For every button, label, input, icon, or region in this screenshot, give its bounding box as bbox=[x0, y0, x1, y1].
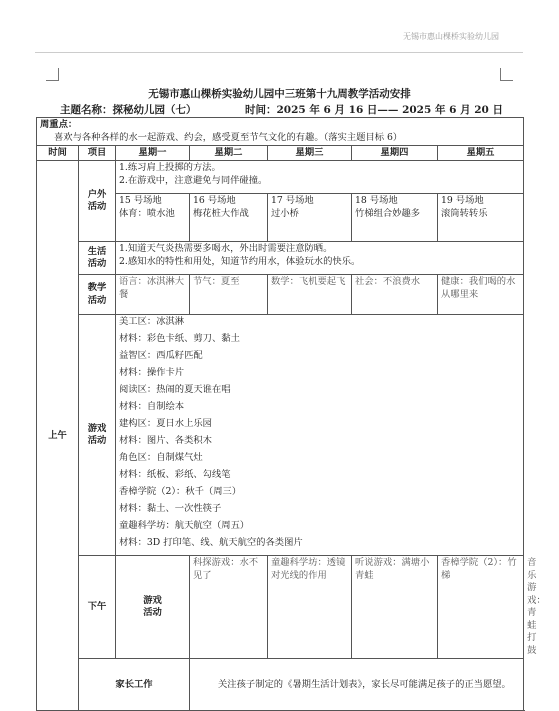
margin-mark-left bbox=[46, 68, 59, 81]
col-time: 时间 bbox=[37, 146, 79, 161]
life-row bbox=[37, 242, 524, 275]
game-line: 角色区：自制煤气灶 bbox=[119, 452, 203, 464]
teach-label bbox=[79, 275, 116, 315]
game-line: 阅读区：热闹的夏天谁在唱 bbox=[119, 384, 231, 396]
game-line: 材料：3D 打印笔、线、航天航空的各类图片 bbox=[119, 537, 303, 549]
afternoon-row: 下午 游戏活动 科探游戏：水不见了 童趣科学坊：透镜对光线的作用 听说游戏：满塘小青蛙 香樟学院（2）：竹梯 音乐游戏：青蛙打鼓 bbox=[37, 556, 524, 659]
game-line: 建构区：夏日水上乐园 bbox=[119, 418, 212, 430]
outdoor-fri bbox=[438, 194, 524, 242]
outdoor-note: 2.在游戏中，注意避免与同伴碰撞。 bbox=[119, 174, 268, 186]
life-notes bbox=[116, 242, 524, 275]
outdoor-activity: 梅花桩大作战 bbox=[193, 207, 249, 219]
week-focus-cell bbox=[37, 118, 524, 146]
parent-row bbox=[37, 659, 524, 711]
date-range: 时间：2025 年 6 月 16 日—— 2025 年 6 月 20 日 bbox=[245, 104, 503, 116]
header-divider bbox=[35, 52, 523, 53]
col-thu: 星期四 bbox=[352, 146, 438, 161]
teach-thu: 社会：不浪费水 bbox=[352, 275, 438, 315]
outdoor-activity: 体育：喷水池 bbox=[119, 207, 175, 219]
outdoor-mon bbox=[116, 194, 190, 242]
document-title: 无锡市惠山棵桥实验幼儿园中三班第十九周教学活动安排 bbox=[148, 88, 411, 100]
field-number: 16 号场地 bbox=[193, 195, 236, 207]
field-number: 17 号场地 bbox=[271, 195, 314, 207]
outdoor-notes-row bbox=[37, 161, 524, 194]
theme-name: 主题名称：探秘幼儿园（七） bbox=[60, 104, 197, 116]
week-focus-text: 喜欢与各种各样的水一起游戏、约会，感受夏至节气文化的有趣。（落实主题目标 6） bbox=[54, 131, 403, 143]
col-item: 项目 bbox=[79, 146, 116, 161]
teach-mon: 语言：冰淇淋大餐 bbox=[116, 275, 190, 315]
focus-row bbox=[37, 118, 524, 146]
game-line: 材料：自制绘本 bbox=[119, 401, 185, 413]
teach-row bbox=[37, 275, 524, 315]
pm-wed: 听说游戏：满塘小青蛙 bbox=[352, 556, 438, 659]
game-label bbox=[79, 315, 116, 556]
pm-game-label bbox=[116, 556, 190, 659]
outdoor-tue bbox=[190, 194, 268, 242]
life-note: 1.知道天气炎热需要多喝水，外出时需要注意防晒。 bbox=[119, 243, 333, 255]
pm-game-label-text: 游戏活动 bbox=[143, 594, 162, 619]
game-line: 香樟学院（2）：秋千（周三） bbox=[119, 486, 242, 498]
life-label-text: 生活活动 bbox=[87, 245, 107, 270]
margin-mark-right bbox=[500, 68, 513, 81]
teach-tue: 节气：夏至 bbox=[190, 275, 268, 315]
game-line: 益智区：西瓜籽匹配 bbox=[119, 350, 203, 362]
game-line: 材料：纸板、彩纸、勾线笔 bbox=[119, 469, 231, 481]
game-line: 材料：黏土、一次性筷子 bbox=[119, 503, 222, 515]
outdoor-activity: 竹梯组合妙趣多 bbox=[355, 207, 421, 219]
pm-tue: 童趣科学坊：透镜对光线的作用 bbox=[268, 556, 352, 659]
col-fri: 星期五 bbox=[438, 146, 524, 161]
game-line: 材料：图片、各类积木 bbox=[119, 435, 212, 447]
header-row bbox=[37, 146, 524, 161]
parent-text: 关注孩子制定的《暑期生活计划表》，家长尽可能满足孩子的正当愿望。 bbox=[190, 659, 524, 711]
outdoor-notes bbox=[116, 161, 524, 194]
game-areas bbox=[116, 315, 524, 556]
life-label bbox=[79, 242, 116, 275]
life-note: 2.感知水的特性和用处，知道节约用水，体验玩水的快乐。 bbox=[119, 255, 361, 267]
game-line: 材料：彩色卡纸、剪刀、黏土 bbox=[119, 333, 240, 345]
outdoor-wed bbox=[268, 194, 352, 242]
outdoor-activity: 过小桥 bbox=[271, 207, 299, 219]
outdoor-label-text: 户外活动 bbox=[87, 188, 107, 213]
morning-label: 上午 bbox=[37, 161, 79, 711]
game-label-text: 游戏活动 bbox=[87, 422, 107, 447]
teach-label-text: 教学活动 bbox=[87, 282, 107, 306]
field-number: 18 号场地 bbox=[355, 195, 398, 207]
game-line: 材料：操作卡片 bbox=[119, 367, 185, 379]
week-focus-label: 周重点： bbox=[40, 119, 78, 130]
outdoor-label bbox=[79, 161, 116, 242]
col-tue: 星期二 bbox=[190, 146, 268, 161]
game-line: 童趣科学坊：航天航空（周五） bbox=[119, 520, 250, 532]
pm-thu: 香樟学院（2）：竹梯 bbox=[438, 556, 524, 659]
header-school-mark: 无锡市惠山棵桥实验幼儿园 bbox=[403, 32, 499, 41]
teach-wed: 数学：飞机要起飞 bbox=[268, 275, 352, 315]
schedule-table bbox=[36, 117, 546, 711]
afternoon-label: 下午 bbox=[79, 556, 116, 659]
teach-fri: 健康：我们喝的水从哪里来 bbox=[438, 275, 524, 315]
field-number: 15 号场地 bbox=[119, 195, 162, 207]
outdoor-activity: 滚筒转转乐 bbox=[441, 207, 488, 219]
pm-mon: 科探游戏：水不见了 bbox=[190, 556, 268, 659]
col-wed: 星期三 bbox=[268, 146, 352, 161]
col-mon: 星期一 bbox=[116, 146, 190, 161]
field-number: 19 号场地 bbox=[441, 195, 484, 207]
outdoor-thu bbox=[352, 194, 438, 242]
game-row bbox=[37, 315, 524, 556]
parent-label: 家长工作 bbox=[79, 659, 190, 711]
outdoor-note: 1.练习肩上投掷的方法。 bbox=[119, 162, 221, 174]
game-line: 美工区：冰淇淋 bbox=[119, 316, 185, 328]
